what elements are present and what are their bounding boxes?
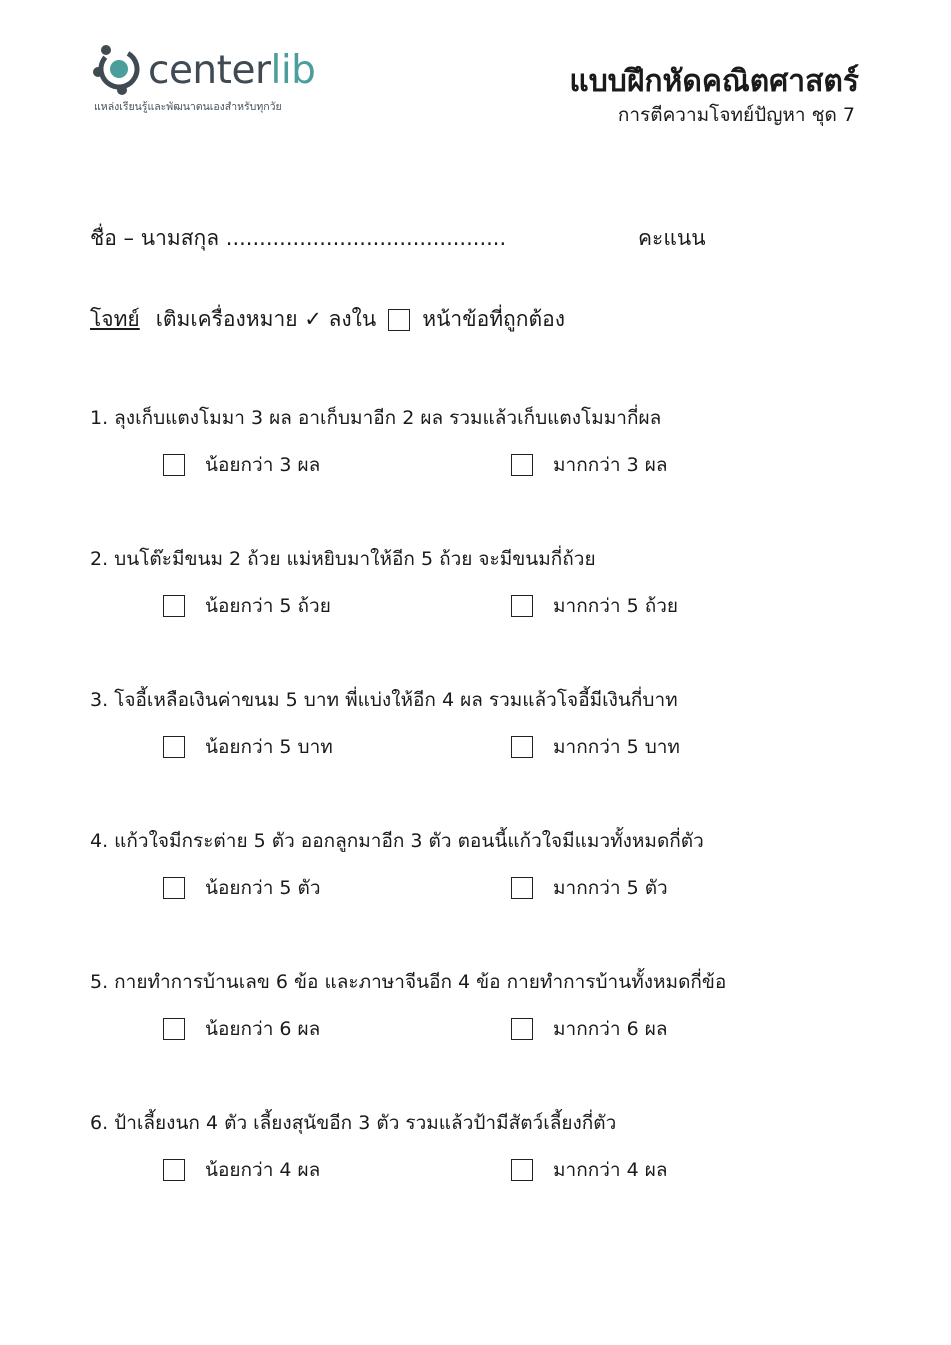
worksheet-title: แบบฝึกหัดคณิตศาสตร์ — [569, 64, 859, 99]
option-label: น้อยกว่า 6 ผล — [205, 1018, 321, 1040]
logo-tagline: แหล่งเรียนรู้และพัฒนาตนเองสำหรับทุกวัย — [94, 101, 282, 113]
logo-text-lib: lib — [270, 48, 316, 93]
option-label: มากกว่า 5 ถ้วย — [553, 595, 679, 617]
option-less[interactable] — [163, 873, 321, 903]
option-more[interactable] — [511, 1014, 667, 1044]
answer-checkbox[interactable] — [511, 877, 533, 899]
instruction-label: โจทย์ — [90, 307, 140, 331]
centerlib-logo — [92, 42, 342, 117]
example-checkbox-icon — [388, 309, 410, 331]
option-less[interactable] — [163, 1155, 320, 1185]
answer-checkbox[interactable] — [511, 1018, 533, 1040]
answer-checkbox[interactable] — [163, 454, 185, 476]
question-text: 5. กายทำการบ้านเลข 6 ข้อ และภาษาจีนอีก 4 ข้อ กายทำการบ้านทั้งหมดกี่ข้อ — [90, 971, 727, 993]
answer-checkbox[interactable] — [163, 595, 185, 617]
answer-checkbox[interactable] — [511, 454, 533, 476]
answer-checkbox[interactable] — [163, 877, 185, 899]
option-label: มากกว่า 3 ผล — [553, 454, 668, 476]
answer-checkbox[interactable] — [511, 595, 533, 617]
logo-wordmark — [148, 46, 315, 96]
option-more[interactable] — [511, 450, 667, 480]
option-less[interactable] — [163, 732, 333, 762]
option-label: น้อยกว่า 5 บาท — [205, 736, 333, 758]
option-label: น้อยกว่า 4 ผล — [205, 1159, 321, 1181]
option-less[interactable] — [163, 1014, 320, 1044]
question-text: 3. โจอี้เหลือเงินค่าขนม 5 บาท พี่แบ่งให้อีก 4 ผล รวมแล้วโจอี้มีเงินกี่บาท — [90, 689, 678, 711]
centerlib-logo-icon — [92, 42, 148, 96]
instruction-text-after: หน้าข้อที่ถูกต้อง — [422, 307, 565, 331]
instruction — [90, 303, 565, 336]
option-label: น้อยกว่า 5 ถ้วย — [205, 595, 331, 617]
answer-checkbox[interactable] — [163, 736, 185, 758]
answer-checkbox[interactable] — [163, 1018, 185, 1040]
option-label: มากกว่า 5 ตัว — [553, 877, 668, 899]
option-less[interactable] — [163, 591, 331, 621]
option-label: น้อยกว่า 3 ผล — [205, 454, 321, 476]
question-text: 1. ลุงเก็บแตงโมมา 3 ผล อาเก็บมาอีก 2 ผล รวมแล้วเก็บแตงโมมากี่ผล — [90, 407, 662, 429]
question-text: 6. ป้าเลี้ยงนก 4 ตัว เลี้ยงสุนัขอีก 3 ตัว รวมแล้วป้ามีสัตว์เลี้ยงกี่ตัว — [90, 1112, 617, 1134]
answer-checkbox[interactable] — [511, 736, 533, 758]
name-field[interactable]: ชื่อ – นามสกุล .......................................... — [90, 226, 507, 250]
answer-checkbox[interactable] — [163, 1159, 185, 1181]
option-label: มากกว่า 4 ผล — [553, 1159, 668, 1181]
option-less[interactable] — [163, 450, 320, 480]
question-text: 4. แก้วใจมีกระต่าย 5 ตัว ออกลูกมาอีก 3 ตัว ตอนนี้แก้วใจมีแมวทั้งหมดกี่ตัว — [90, 830, 704, 852]
logo-text-center: center — [148, 48, 271, 93]
score-label: คะแนน — [638, 226, 706, 250]
option-label: มากกว่า 5 บาท — [553, 736, 680, 758]
option-more[interactable] — [511, 732, 680, 762]
option-more[interactable] — [511, 1155, 667, 1185]
option-label: มากกว่า 6 ผล — [553, 1018, 668, 1040]
instruction-text-before: เติมเครื่องหมาย ✓ ลงใน — [155, 307, 377, 331]
question-text: 2. บนโต๊ะมีขนม 2 ถ้วย แม่หยิบมาให้อีก 5 ถ้วย จะมีขนมกี่ถ้วย — [90, 548, 596, 570]
option-label: น้อยกว่า 5 ตัว — [205, 877, 321, 899]
option-more[interactable] — [511, 873, 668, 903]
option-more[interactable] — [511, 591, 678, 621]
answer-checkbox[interactable] — [511, 1159, 533, 1181]
worksheet-subtitle: การตีความโจทย์ปัญหา ชุด 7 — [617, 104, 855, 126]
